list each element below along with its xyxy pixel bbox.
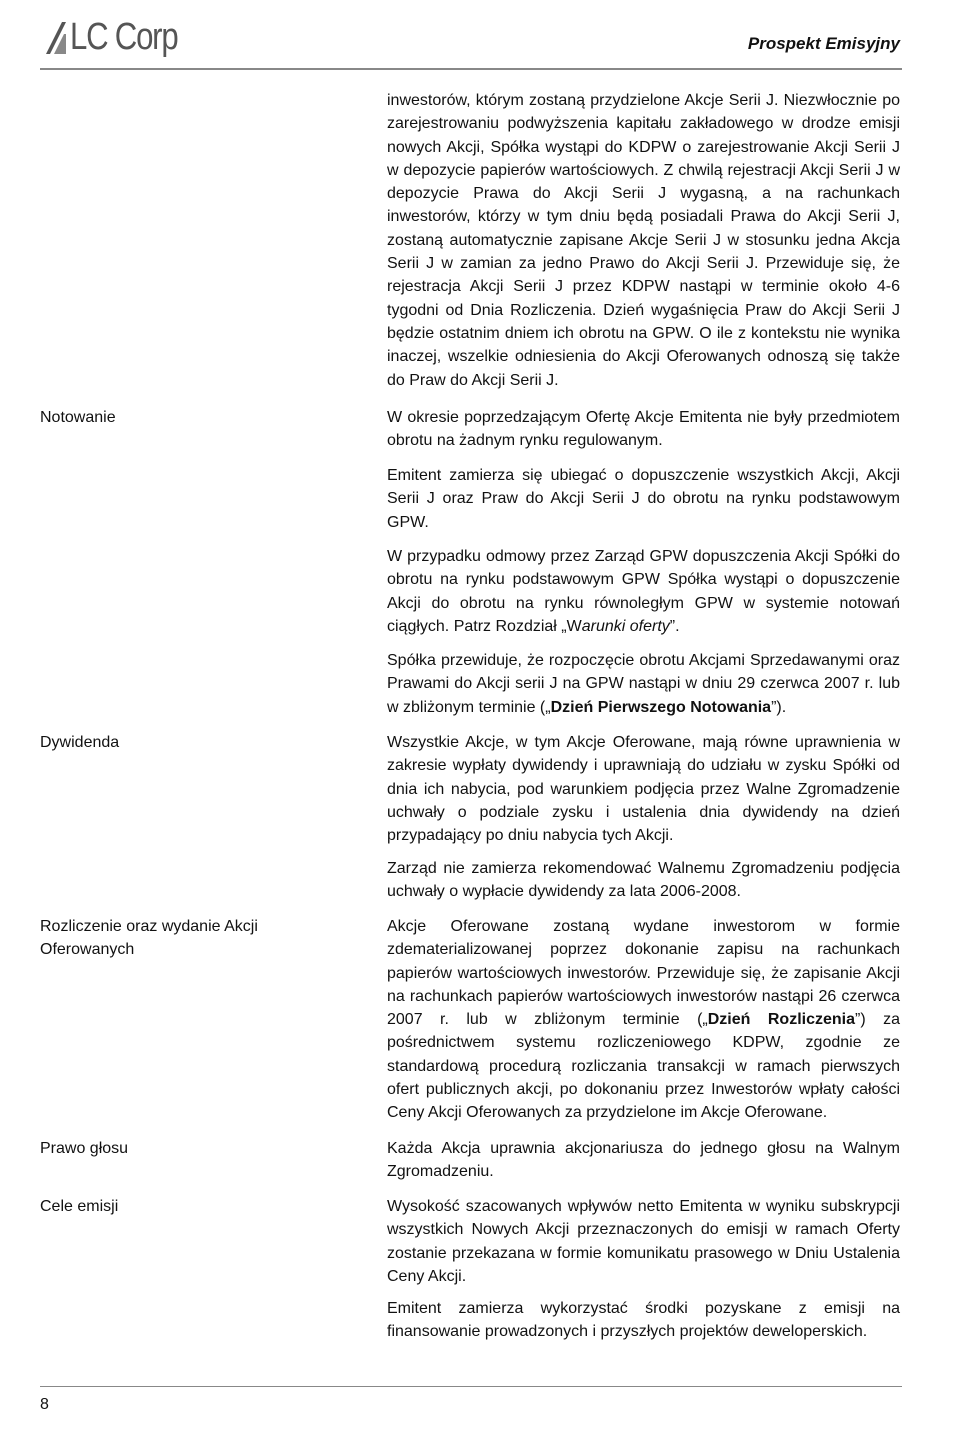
- defined-term: Dzień Pierwszego Notowania: [550, 698, 772, 716]
- defined-term: Dzień Rozliczenia: [707, 1011, 855, 1029]
- paragraph-notowanie-3: W przypadku odmowy przez Zarząd GPW dopuszczenia Akcji Spółki do obrotu na rynku podstawowym GPW Spółka wystąpi o dopuszczenie Akcji do obrotu na rynku równoległym GPW w systemie notowań ciągłych. Patrz Rozdział „Warunki oferty”.: [387, 548, 900, 635]
- paragraph-dywidenda-1: Wszystkie Akcje, w tym Akcje Oferowane, mają równe uprawnienia w zakresie wypłaty dywidendy i uprawniają do udziału w zysku Spółki od dnia ich nabycia, pod warunkiem podjęcia przez Walne Zgromadzenie uchwały o podziale zysku i ustalenia dnia dywidendy na dzień przypadający po dniu nabycia tych Akcji.: [387, 734, 900, 845]
- logo-text: LC Corp: [70, 16, 178, 58]
- section-label-rozliczenie: Rozliczenie oraz wydanie Akcji Oferowanych: [40, 918, 258, 958]
- page-header: [0, 0, 960, 80]
- paragraph-cele-emisji-2: Emitent zamierza wykorzystać środki pozyskane z emisji na finansowanie prowadzonych i przyszłych projektów deweloperskich.: [387, 1300, 900, 1341]
- page-number: 8: [40, 1396, 49, 1413]
- logo-mark-icon: [42, 20, 66, 54]
- chapter-reference: arunki oferty: [581, 617, 670, 635]
- section-label-notowanie: Notowanie: [40, 409, 116, 426]
- paragraph-continuation: inwestorów, którym zostaną przydzielone Akcje Serii J. Niezwłocznie po zarejestrowaniu podwyższenia kapitału zakładowego w drodze emisji nowych Akcji, Spółka wystąpi do KDPW o zarejestrowanie Akcji Serii J w depozycie papierów wartościowych. Z chwilą rejestracji Akcji Serii J w depozycie Prawa do Akcji Serii J wygasną, a na rachunkach inwestorów, którzy w tym dniu będą posiadali Prawa do Akcji Serii J, zostaną automatycznie zapisane Akcje Serii J w stosunku jedna Akcja Serii J w zamian za jedno Prawo do Akcji Serii J. Przewiduje się, że rejestracja Akcji Serii J przez KDPW nastąpi w terminie około 4-6 tygodni od Dnia Rozliczenia. Dzień wygaśnięcia Praw do Akcji Serii J będzie ostatnim dniem ich obrotu na GPW. O ile z kontekstu nie wynika inaczej, wszelkie odniesienia do Akcji Oferowanych odnoszą się także do Praw do Akcji Serii J.: [387, 92, 900, 389]
- paragraph-dywidenda-2: Zarząd nie zamierza rekomendować Walnemu Zgromadzeniu podjęcia uchwały o wypłacie dywidendy za lata 2006-2008.: [387, 860, 900, 901]
- paragraph-cele-emisji-1: Wysokość szacowanych wpływów netto Emitenta w wyniku subskrypcji wszystkich Nowych Akcji przeznaczonych do emisji w ramach Oferty zostanie przekazana w formie komunikatu prasowego w Dniu Ustalenia Ceny Akcji.: [387, 1198, 900, 1285]
- document-title: Prospekt Emisyjny: [747, 34, 900, 53]
- paragraph-prawo-glosu: Każda Akcja uprawnia akcjonariusza do jednego głosu na Walnym Zgromadzeniu.: [387, 1140, 900, 1181]
- paragraph-notowanie-4: Spółka przewiduje, że rozpoczęcie obrotu Akcjami Sprzedawanymi oraz Prawami do Akcji serii J na GPW nastąpi w dniu 29 czerwca 2007 r. lub w zbliżonym terminie („Dzień Pierwszego Notowania”).: [387, 652, 900, 716]
- section-label-cele-emisji: Cele emisji: [40, 1198, 119, 1215]
- paragraph-rozliczenie-1: Akcje Oferowane zostaną wydane inwestorom w formie zdematerializowanej poprzez dokonanie zapisu na rachunkach papierów wartościowych inwestorów. Przewiduje się, że zapisanie Akcji na rachunkach papierów wartościowych inwestorów nastąpi 26 czerwca 2007 r. lub w zbliżonym terminie („Dzień Rozliczenia”) za pośrednictwem systemu rozliczeniowego KDPW, zgodnie ze standardową procedurą rozliczania transakcji w ramach pierwszych ofert publicznych akcji, po dokonaniu przez Inwestorów wpłaty całości Ceny Akcji Oferowanych za przydzielone im Akcje Oferowane.: [387, 918, 900, 1122]
- section-label-prawo-glosu: Prawo głosu: [40, 1140, 129, 1157]
- section-label-dywidenda: Dywidenda: [40, 734, 120, 751]
- paragraph-notowanie-1: W okresie poprzedzającym Ofertę Akcje Emitenta nie były przedmiotem obrotu na żadnym rynku regulowanym.: [387, 409, 900, 450]
- footer-divider: [40, 1386, 902, 1387]
- header-divider: [40, 68, 902, 70]
- paragraph-notowanie-2: Emitent zamierza się ubiegać o dopuszczenie wszystkich Akcji, Akcji Serii J oraz Praw do Akcji Serii J do obrotu na rynku podstawowym GPW.: [387, 467, 900, 531]
- company-logo: [42, 18, 201, 56]
